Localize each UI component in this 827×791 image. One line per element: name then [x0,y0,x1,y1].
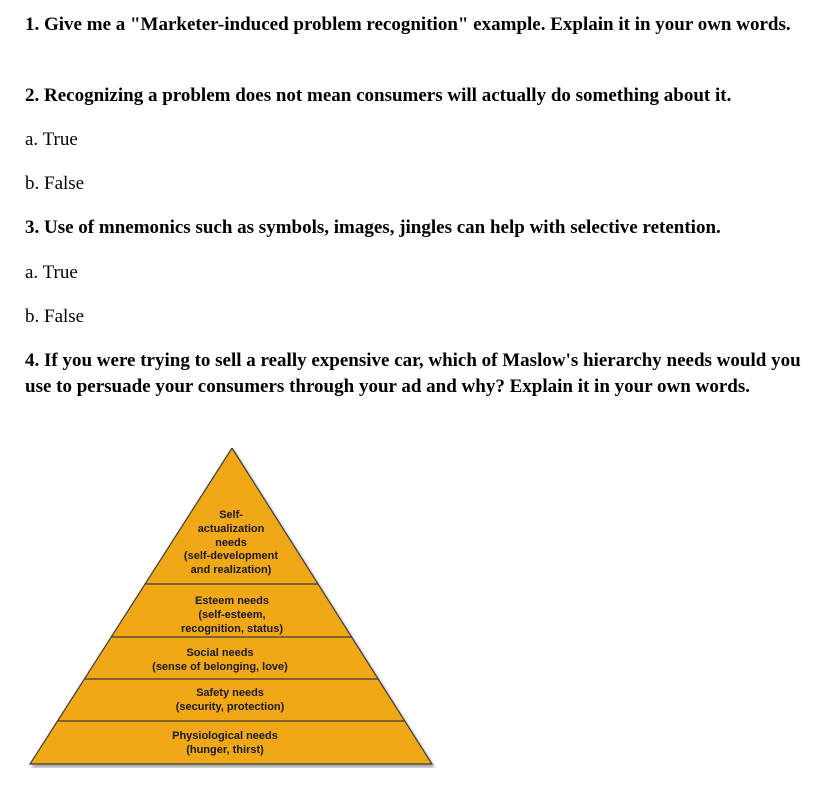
esteem-line-3: recognition, status) [180,623,284,635]
physiological-line-1: Physiological needs [172,730,278,742]
self-actualization-line-1: Self- [219,509,243,521]
question-1: 1. Give me a "Marketer-induced problem recognition" example. Explain it in your own words. [25,14,791,35]
esteem-line-1: Esteem needs [195,595,269,607]
question-3-option-b[interactable]: b. False [25,306,85,327]
question-3: 3. Use of mnemonics such as symbols, images, jingles can help with selective retention. [25,217,721,238]
maslow-pyramid [25,448,437,768]
maslow-pyramid-figure [25,448,437,768]
physiological-line-2: (hunger, thirst) [186,744,264,756]
question-2: 2. Recognizing a problem does not mean consumers will actually do something about it. [25,85,732,106]
question-2-option-a[interactable]: a. True [25,129,78,150]
social-line-2: (sense of belonging, love) [152,661,288,673]
self-actualization-line-3: needs [215,537,247,549]
question-3-option-a[interactable]: a. True [25,262,78,283]
safety-line-2: (security, protection) [175,701,285,713]
self-actualization-line-5: and realization) [190,564,272,576]
question-4: 4. If you were trying to sell a really expensive car, which of Maslow's hierarchy needs would you use to persuade your consumers through your ad and why? Explain it in your own words. [25,350,801,397]
social-line-1: Social needs [186,647,254,659]
question-2-option-b[interactable]: b. False [25,173,85,194]
esteem-line-2: (self-esteem, [198,609,266,621]
safety-line-1: Safety needs [196,687,264,699]
self-actualization-line-2: actualization [197,523,265,535]
self-actualization-line-4: (self-development [183,550,279,562]
